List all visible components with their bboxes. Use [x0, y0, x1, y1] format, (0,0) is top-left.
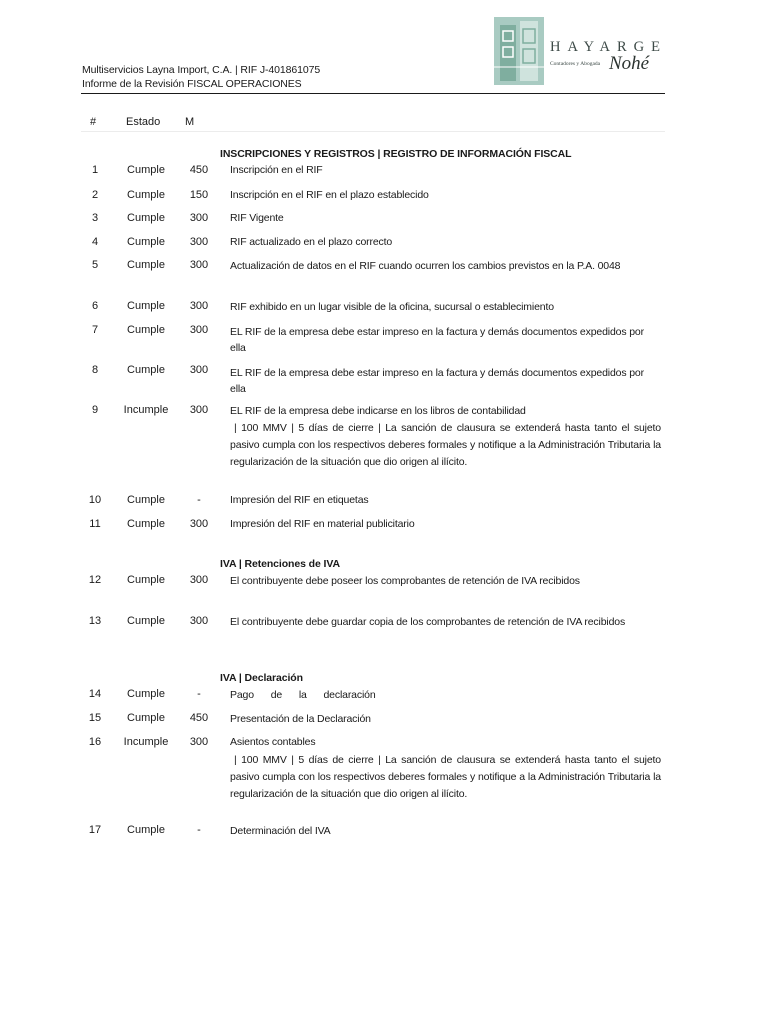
row-description: Asientos contables [230, 736, 316, 748]
row-description: EL RIF de la empresa debe indicarse en los libros de contabilidad [230, 405, 526, 417]
row-amount: 300 [189, 300, 209, 312]
row-status: Cumple [127, 518, 165, 530]
row-amount: 300 [189, 736, 209, 748]
column-header-m: M [185, 116, 195, 128]
header-divider [81, 93, 665, 94]
row-amount: - [197, 824, 201, 836]
row-description: Inscripción en el RIF en el plazo establecido [230, 189, 429, 201]
section-title: IVA | Declaración [220, 672, 303, 684]
row-description: El contribuyente debe guardar copia de los comprobantes de retención de IVA recibidos [230, 616, 626, 628]
row-number: 2 [91, 189, 99, 201]
row-status: Cumple [127, 824, 165, 836]
column-header-divider [81, 131, 665, 132]
row-status: Incumple [123, 404, 169, 416]
company-logo [492, 15, 667, 87]
row-amount: - [197, 494, 201, 506]
row-description: RIF Vigente [230, 212, 284, 224]
row-number: 13 [88, 615, 102, 627]
row-status: Cumple [127, 364, 165, 376]
row-number: 4 [91, 236, 99, 248]
row-amount: 300 [189, 259, 209, 271]
row-number: 14 [88, 688, 102, 700]
row-status: Cumple [127, 164, 165, 176]
row-status: Cumple [127, 574, 165, 586]
row-description: El contribuyente debe poseer los comprobantes de retención de IVA recibidos [230, 575, 580, 587]
row-status: Cumple [127, 324, 165, 336]
row-status: Incumple [123, 736, 169, 748]
row-status: Cumple [127, 712, 165, 724]
logo-signature: Nohé [609, 53, 650, 74]
row-description: Determinación del IVA [230, 825, 331, 837]
row-amount: 450 [189, 164, 209, 176]
row-description: Presentación de la Declaración [230, 713, 371, 725]
column-header-estado: Estado [126, 116, 161, 128]
row-description: Actualización de datos en el RIF cuando ocurren los cambios previstos en la P.A. 0048 [230, 260, 621, 272]
row-description: Pago de la declaración [230, 689, 376, 701]
section-title: IVA | Retenciones de IVA [220, 558, 340, 570]
column-header-number: # [90, 116, 97, 128]
row-status: Cumple [127, 189, 165, 201]
section-title: INSCRIPCIONES Y REGISTROS | REGISTRO DE INFORMACIÓN FISCAL [220, 148, 572, 160]
logo-wordmark: HAYARGE [550, 39, 667, 55]
row-description: RIF actualizado en el plazo correcto [230, 236, 393, 248]
row-number: 7 [91, 324, 99, 336]
row-amount: 300 [189, 212, 209, 224]
row-number: 11 [89, 518, 101, 530]
row-amount: 300 [189, 574, 209, 586]
row-number: 3 [91, 212, 99, 224]
row-status: Cumple [127, 494, 165, 506]
row-status: Cumple [127, 688, 165, 700]
row-status: Cumple [127, 212, 165, 224]
row-number: 17 [88, 824, 102, 836]
row-amount: - [197, 688, 201, 700]
row-status: Cumple [127, 259, 165, 271]
row-number: 12 [88, 574, 102, 586]
row-sanction-note: | 100 MMV | 5 días de cierre | La sanción de clausura se extenderá hasta tanto el sujeto pasivo cumpla con los respectivos deberes formales y notifique a la Administración Tributaria la regularización de la situación que dio origen al ilícito. [230, 422, 661, 468]
row-description: EL RIF de la empresa debe estar impreso en la factura y demás documentos expedidos por ella [230, 326, 644, 354]
row-amount: 300 [189, 615, 209, 627]
row-status: Cumple [127, 300, 165, 312]
row-status: Cumple [127, 615, 165, 627]
row-number: 9 [91, 404, 99, 416]
row-description: RIF exhibido en un lugar visible de la oficina, sucursal o establecimiento [230, 301, 554, 313]
row-status: Cumple [127, 236, 165, 248]
row-amount: 300 [189, 236, 209, 248]
row-number: 1 [91, 164, 99, 176]
row-amount: 300 [189, 518, 209, 530]
logo-building-icon [492, 15, 546, 87]
row-amount: 300 [189, 404, 209, 416]
logo-subtitle: Contadores y Abogada [550, 61, 601, 67]
row-number: 10 [88, 494, 102, 506]
row-number: 8 [91, 364, 99, 376]
row-number: 6 [91, 300, 99, 312]
row-amount: 300 [189, 324, 209, 336]
row-amount: 150 [189, 189, 209, 201]
row-amount: 300 [189, 364, 209, 376]
row-sanction-note: | 100 MMV | 5 días de cierre | La sanción de clausura se extenderá hasta tanto el sujeto pasivo cumpla con los respectivos deberes formales y notifique a la Administración Tributaria la regularización de la situación que dio origen al ilícito. [230, 754, 661, 800]
row-number: 15 [88, 712, 102, 724]
report-title: Informe de la Revisión FISCAL OPERACIONES [82, 78, 302, 90]
company-line: Multiservicios Layna Import, C.A. | RIF J-401861075 [82, 64, 321, 76]
row-description: Inscripción en el RIF [230, 164, 323, 176]
row-description: Impresión del RIF en etiquetas [230, 494, 369, 506]
row-description: EL RIF de la empresa debe estar impreso en la factura y demás documentos expedidos por ella [230, 367, 644, 395]
row-description: Impresión del RIF en material publicitario [230, 518, 415, 530]
row-amount: 450 [189, 712, 209, 724]
row-number: 16 [88, 736, 102, 748]
row-number: 5 [91, 259, 99, 271]
